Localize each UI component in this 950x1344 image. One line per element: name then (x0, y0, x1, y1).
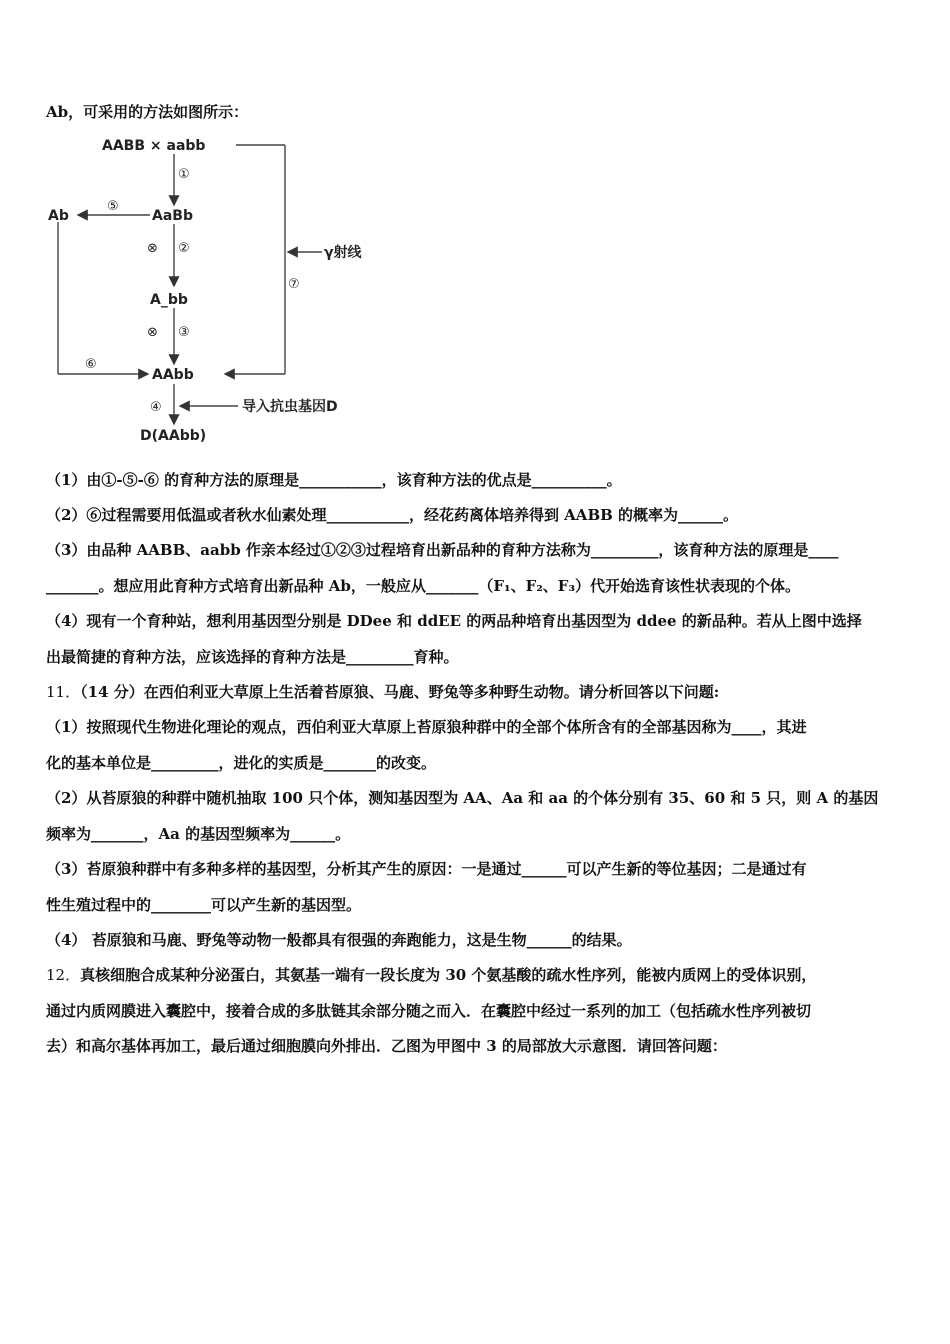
q10-part4-line2: 出最简捷的育种方法，应该选择的育种方法是_________育种。 (46, 648, 459, 666)
q11-intro (46, 682, 719, 702)
step4-marker: ④ (150, 400, 162, 415)
q10-part1: （1）由①-⑤-⑥ 的育种方法的原理是___________，该育种方法的优点是__________。 (46, 471, 622, 489)
step5-marker: ⑤ (107, 199, 119, 214)
label-import-gene: 导入抗虫基因D (242, 399, 338, 415)
q11-part3-line2: 性生殖过程中的________可以产生新的基因型。 (46, 896, 362, 914)
q11-part4: （4） 苔原狼和马鹿、野兔等动物一般都具有很强的奔跑能力，这是生物______的结果。 (46, 931, 632, 949)
label-a-bb: A_bb (150, 292, 188, 308)
q10-part4-line1: （4）现有一个育种站，想利用基因型分别是 DDee 和 ddEE 的两品种培育出基因型为 ddee 的新品种。若从上图中选择 (46, 612, 862, 630)
q11-text: （14 分）在西伯利亚大草原上生活着苔原狼、马鹿、野兔等多种野生动物。请分析回答以下问题: (80, 683, 720, 701)
q11-part3-line1: （3）苔原狼种群中有多种多样的基因型，分析其产生的原因：一是通过______可以产生新的等位基因；二是通过有 (46, 860, 807, 878)
q10-part3-line2: _______。想应用此育种方式培育出新品种 Ab，一般应从_______（F₁、F₂、F₃）代开始选育该性状表现的个体。 (46, 577, 801, 595)
breeding-diagram (40, 128, 420, 448)
label-gamma: γ射线 (324, 245, 362, 261)
q11-part1-line2: 化的基本单位是_________，进化的实质是_______的改变。 (46, 754, 437, 772)
label-aabb: AAbb (152, 367, 194, 383)
q11-part2-line2: 频率为_______，Aa 的基因型频率为______。 (46, 825, 351, 843)
q10-part3-line1: （3）由品种 AABB、aabb 作亲本经过①②③过程培育出新品种的育种方法称为_________，该育种方法的原理是____ (46, 541, 839, 559)
q11-part1-line1: （1）按照现代生物进化理论的观点，西伯利亚大草原上苔原狼种群中的全部个体所含有的全部基因称为____，其进 (46, 718, 807, 736)
q12-line1 (46, 965, 816, 985)
self-cross-symbol-2: ⊗ (147, 325, 158, 340)
step3-marker: ③ (178, 325, 190, 340)
q10-part2: （2）⑥过程需要用低温或者秋水仙素处理___________，经花药离体培养得到 AABB 的概率为______。 (46, 506, 739, 524)
q11-number: 11． (46, 683, 81, 701)
step6-marker: ⑥ (85, 357, 97, 372)
step7-marker: ⑦ (288, 277, 300, 292)
q12-number: 12． (46, 966, 81, 984)
q11-part2-line1: （2）从苔原狼的种群中随机抽取 100 只个体，测知基因型为 AA、Aa 和 aa 的个体分别有 35、60 和 5 只，则 A 的基因 (46, 789, 879, 807)
step1-marker: ① (178, 167, 190, 182)
label-ab: Ab (48, 208, 69, 224)
label-f1: AaBb (152, 208, 193, 224)
step2-marker: ② (178, 241, 190, 256)
self-cross-symbol-1: ⊗ (147, 241, 158, 256)
label-top-cross: AABB × aabb (102, 138, 206, 154)
label-product: D(AAbb) (140, 428, 207, 444)
q12-text: 真核细胞合成某种分泌蛋白，其氨基一端有一段长度为 30 个氨基酸的疏水性序列，能被内质网上的受体识别， (80, 966, 817, 984)
q12-line2: 通过内质网膜进入囊腔中，接着合成的多肽链其余部分随之而入．在囊腔中经过一系列的加工（包括疏水性序列被切 (46, 1002, 812, 1020)
q12-line3: 去）和高尔基体再加工，最后通过细胞膜向外排出．乙图为甲图中 3 的局部放大示意图．请回答问题： (46, 1037, 727, 1055)
intro-text: Ab，可采用的方法如图所示： (46, 103, 249, 121)
